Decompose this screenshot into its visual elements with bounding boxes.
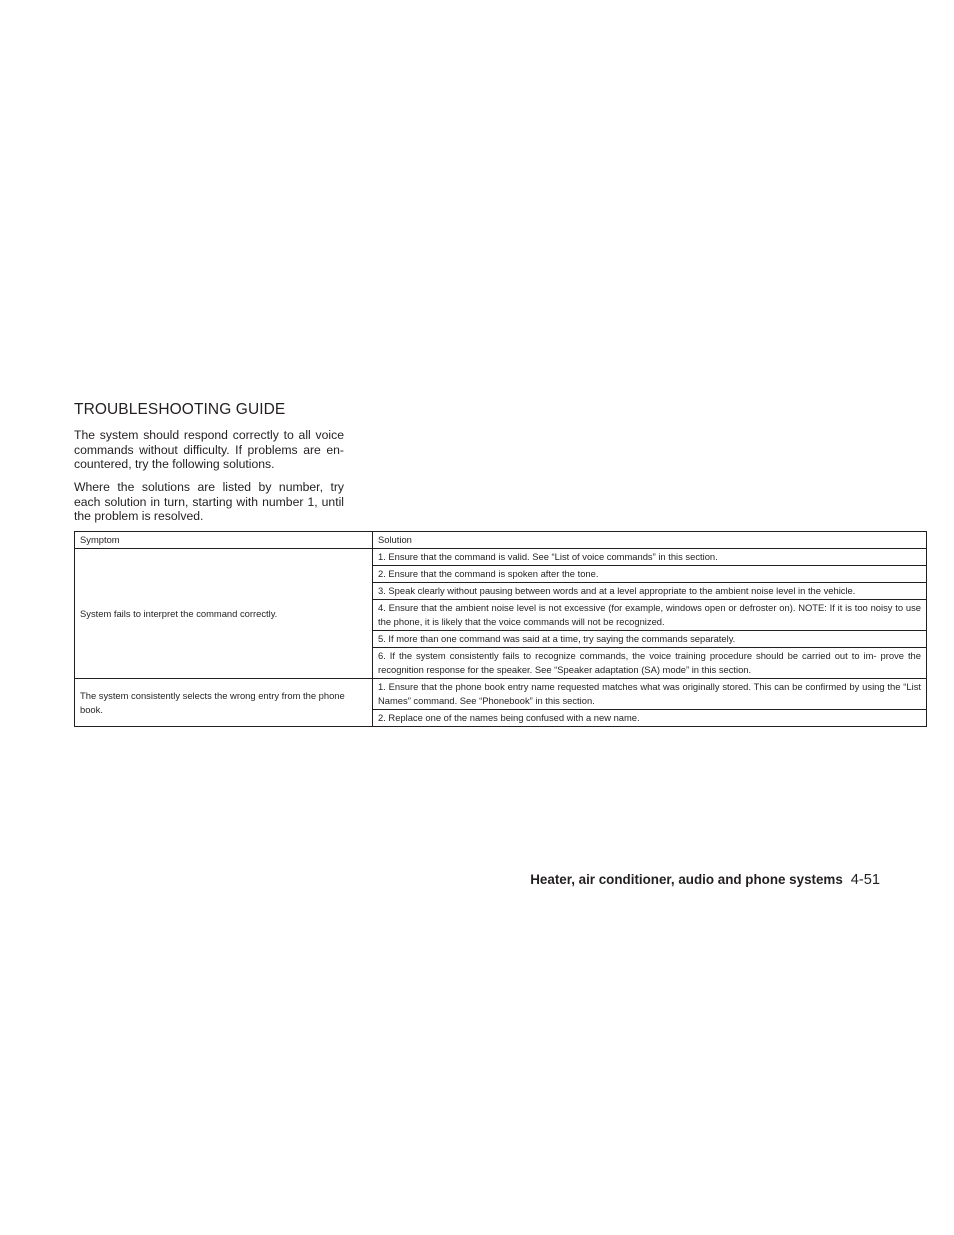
symptom-cell: System fails to interpret the command correctly. <box>75 549 373 679</box>
symptom-header: Symptom <box>75 532 373 549</box>
solution-cell: 3. Speak clearly without pausing between words and at a level appropriate to the ambient noise level in the vehicle. <box>373 583 927 600</box>
solution-cell: 6. If the system consistently fails to recognize commands, the voice training procedure should be carried out to im- prove the recognition response for the speaker. See “Speaker adaptation (SA) mode” in this section. <box>373 648 927 679</box>
solution-cell: 1. Ensure that the phone book entry name requested matches what was originally stored. This can be confirmed by using the “List Names” command. See “Phonebook” in this section. <box>373 679 927 710</box>
chapter-title: Heater, air conditioner, audio and phone systems <box>530 872 843 887</box>
solution-cell: 2. Ensure that the command is spoken after the tone. <box>373 566 927 583</box>
intro-paragraph: Where the solutions are listed by number, try each solution in turn, starting with number 1, until the problem is resolved. <box>74 480 344 524</box>
table-header-row <box>75 532 927 549</box>
page-footer <box>530 872 880 888</box>
troubleshooting-table <box>74 531 927 727</box>
solution-cell: 1. Ensure that the command is valid. See “List of voice commands” in this section. <box>373 549 927 566</box>
solution-cell: 4. Ensure that the ambient noise level is not excessive (for example, windows open or defroster on). NOTE: If it is too noisy to use the phone, it is likely that the voice commands will not be recognized. <box>373 600 927 631</box>
solution-cell: 5. If more than one command was said at a time, try saying the commands separately. <box>373 631 927 648</box>
solution-header: Solution <box>373 532 927 549</box>
table-row <box>75 679 927 710</box>
page-number: 4-51 <box>850 872 880 888</box>
symptom-cell: The system consistently selects the wrong entry from the phone book. <box>75 679 373 727</box>
section-title: TROUBLESHOOTING GUIDE <box>74 401 286 418</box>
intro-paragraph: The system should respond correctly to all voice commands without difficulty. If problems are en- countered, try the following solutions. <box>74 428 344 472</box>
table-row <box>75 549 927 566</box>
solution-cell: 2. Replace one of the names being confused with a new name. <box>373 710 927 727</box>
